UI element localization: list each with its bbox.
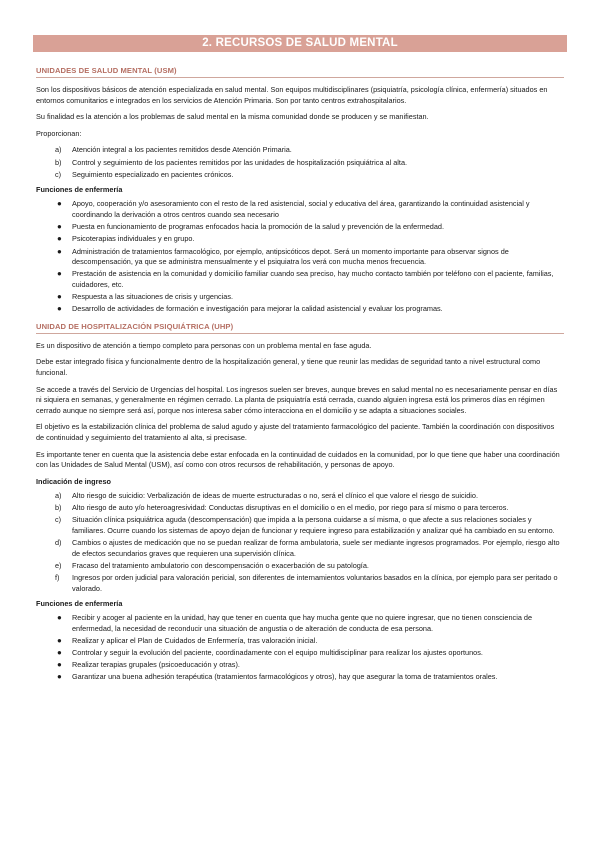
usm-functions-heading: Funciones de enfermería xyxy=(36,185,123,195)
list-marker: c) xyxy=(55,169,62,179)
list-item-text: Alto riesgo de suicidio: Verbalización de ideas de muerte estructuradas o no, será el clínico el que valore el riesgo de suicidio. xyxy=(72,490,479,500)
list-item-text: Administración de tratamientos farmacológico, por ejemplo, antipsicóticos depot. Será un momento importante para observar signos de descompensación, ya que se administra mensualmente y el psiquiatra los verá con mucha menos frecuencia. xyxy=(72,246,509,267)
uhp-indications-list xyxy=(36,491,564,594)
bullet-icon: ● xyxy=(57,613,62,623)
usm-provides-list xyxy=(36,145,564,180)
list-item-text: Desarrollo de actividades de formación e investigación para mejorar la calidad asistencial y evaluar los programas. xyxy=(72,304,443,314)
list-item xyxy=(36,672,564,683)
usm-paragraph-3: Proporcionan: xyxy=(36,128,82,138)
bullet-icon: ● xyxy=(57,304,62,314)
list-item xyxy=(36,648,564,659)
uhp-paragraph-2: Debe estar integrado física y funcionalmente dentro de la hospitalización general, y tiene que reunir las medidas de seguridad tanto a nivel estructural como funcional. xyxy=(36,357,541,378)
bullet-icon: ● xyxy=(57,199,62,209)
list-item xyxy=(36,170,564,181)
list-item xyxy=(36,636,564,647)
list-item xyxy=(36,561,564,572)
list-item-text: Garantizar una buena adhesión terapéutica (tratamientos farmacológicos y otros), hay que asegurar la toma de tratamientos orales. xyxy=(72,672,498,682)
list-item-text: Respuesta a las situaciones de crisis y urgencias. xyxy=(72,292,234,302)
list-item-text: Realizar y aplicar el Plan de Cuidados de Enfermería, tras valoración inicial. xyxy=(72,635,318,645)
list-item xyxy=(36,304,564,315)
list-item-text: Prestación de asistencia en la comunidad y domicilio familiar cuando sea preciso, hay mucho contacto también por teléfono con el paciente, familias, cuidadores, etc. xyxy=(72,269,554,289)
bullet-icon: ● xyxy=(57,292,62,302)
uhp-paragraph-3: Se accede a través del Servicio de Urgencias del hospital. Los ingresos suelen ser breves, aunque breves en salud mental no es necesariamente pensar en días ni siquiera en semanas, y generalmente en régimen cerrado. La planta de psiquiatría está cerrada, cuando alguien ingresa está los primeros días en régimen cerrado aunque no siempre será así, porque nos interesa saber cómo interacciona en el domicilio y se adapta a situaciones sociales. xyxy=(36,384,558,415)
list-item-text: Puesta en funcionamiento de programas enfocados hacia la promoción de la salud y prevención de la enfermedad. xyxy=(72,222,444,232)
uhp-functions-heading: Funciones de enfermería xyxy=(36,599,123,609)
usm-paragraph-1: Son los dispositivos básicos de atención especializada en salud mental. Son equipos multidisciplinares (psiquiatría, psicología clínica, enfermería) situados en entornos comunitarios e integrados en los servicios de Atención Primaria. Son por tanto centros extrahospitalarios. xyxy=(36,85,548,105)
uhp-indications-heading: Indicación de ingreso xyxy=(36,476,112,486)
uhp-paragraph-4: El objetivo es la estabilización clínica del problema de salud agudo y ajuste del tratamiento farmacológico del paciente. También la coordinación con dispositivos de continuidad y seguimiento del tratamiento al alta, si precisase. xyxy=(36,422,555,442)
list-item xyxy=(36,158,564,169)
list-item xyxy=(36,199,564,220)
list-marker: f) xyxy=(55,572,60,582)
page-title: 2. RECURSOS DE SALUD MENTAL xyxy=(33,35,567,52)
uhp-paragraph-1: Es un dispositivo de atención a tiempo completo para personas con un problema mental en fase aguda. xyxy=(36,340,372,350)
list-marker: a) xyxy=(55,145,62,155)
bullet-icon: ● xyxy=(57,660,62,670)
list-marker: b) xyxy=(55,157,62,167)
bullet-icon: ● xyxy=(57,648,62,658)
list-item xyxy=(36,222,564,233)
list-item-text: Control y seguimiento de los pacientes remitidos por las unidades de hospitalización psiquiátrica al alta. xyxy=(72,157,408,167)
list-item-text: Seguimiento especializado en pacientes crónicos. xyxy=(72,169,234,179)
list-item-text: Recibir y acoger al paciente en la unidad, hay que tener en cuenta que hay mucha gente que no quiere ingresar, que no tienen consciencia de enfermedad, la necesidad de reconducir una situación de angustia o de alteración de conducta de esa persona. xyxy=(72,613,533,633)
list-item-text: Apoyo, cooperación y/o asesoramiento con el resto de la red asistencial, social y educativa del área, garantizando la continuidad asistencial y coordinando la derivación a otros centros cuando sea necesario xyxy=(72,199,530,219)
list-item-text: Situación clínica psiquiátrica aguda (descompensación) que impida a la persona cuidarse a sí misma, o que afecte a sus relaciones sociales y familiares. Ocurre cuando los sistemas de apoyo dejan de funcionar y requiere ingreso para estabilización y analizar qué ha cambiado en su entorno. xyxy=(72,515,555,535)
list-item-text: Ingresos por orden judicial para valoración pericial, son diferentes de internamientos voluntarios basados en la clínica, por ejemplo para ser peritado o valorado. xyxy=(72,572,558,593)
list-item-text: Cambios o ajustes de medicación que no se puedan realizar de forma ambulatoria, suele ser mediante ingresos programados. Por ejemplo, riesgo alto de efectos secundarios graves que requieren una supervisión clínica. xyxy=(72,537,560,558)
bullet-icon: ● xyxy=(57,222,62,232)
list-item xyxy=(36,247,564,268)
bullet-icon: ● xyxy=(57,269,62,279)
list-item-text: Fracaso del tratamiento ambulatorio con descompensación o exacerbación de su patología. xyxy=(72,560,369,570)
list-item-text: Alto riesgo de auto y/o heteroagresividad: Conductas disruptivas en el domicilio o en el medio, por riego para sí mismo o para terceros. xyxy=(72,502,509,512)
uhp-functions-list xyxy=(36,613,564,683)
list-item xyxy=(36,573,564,594)
bullet-icon: ● xyxy=(57,234,62,244)
list-item xyxy=(36,503,564,514)
list-item xyxy=(36,538,564,559)
bullet-icon: ● xyxy=(57,672,62,682)
usm-paragraph-2: Su finalidad es la atención a los problemas de salud mental en la misma comunidad donde se producen y se manifiestan. xyxy=(36,112,429,122)
list-item xyxy=(36,660,564,671)
list-marker: d) xyxy=(55,537,62,547)
list-item xyxy=(36,145,564,156)
bullet-icon: ● xyxy=(57,246,62,256)
section-heading-usm: UNIDADES DE SALUD MENTAL (USM) xyxy=(36,66,564,78)
list-item-text: Atención integral a los pacientes remitidos desde Atención Primaria. xyxy=(72,145,292,155)
document-body xyxy=(36,66,564,688)
uhp-paragraph-5: Es importante tener en cuenta que la asistencia debe estar enfocada en la continuidad de cuidados en la comunidad, por lo que tiene que haber una coordinación con las Unidades de Salud Mental (USM), así como con otros recursos de rehabilitación, y personas de apoyo. xyxy=(36,449,560,470)
list-item xyxy=(36,292,564,303)
bullet-icon: ● xyxy=(57,635,62,645)
list-item xyxy=(36,491,564,502)
list-item-text: Psicoterapias individuales y en grupo. xyxy=(72,234,195,244)
list-item xyxy=(36,613,564,634)
list-item xyxy=(36,515,564,536)
list-item-text: Realizar terapias grupales (psicoeducación y otras). xyxy=(72,660,240,670)
list-marker: a) xyxy=(55,490,62,500)
list-marker: e) xyxy=(55,560,62,570)
list-marker: c) xyxy=(55,515,62,525)
list-marker: b) xyxy=(55,502,62,512)
usm-functions-list xyxy=(36,199,564,315)
section-heading-uhp: UNIDAD DE HOSPITALIZACIÓN PSIQUIÁTRICA (UHP) xyxy=(36,322,564,334)
list-item xyxy=(36,269,564,290)
list-item-text: Controlar y seguir la evolución del paciente, coordinadamente con el equipo multidisciplinar para realizar los ajustes oportunos. xyxy=(72,648,483,658)
list-item xyxy=(36,234,564,245)
